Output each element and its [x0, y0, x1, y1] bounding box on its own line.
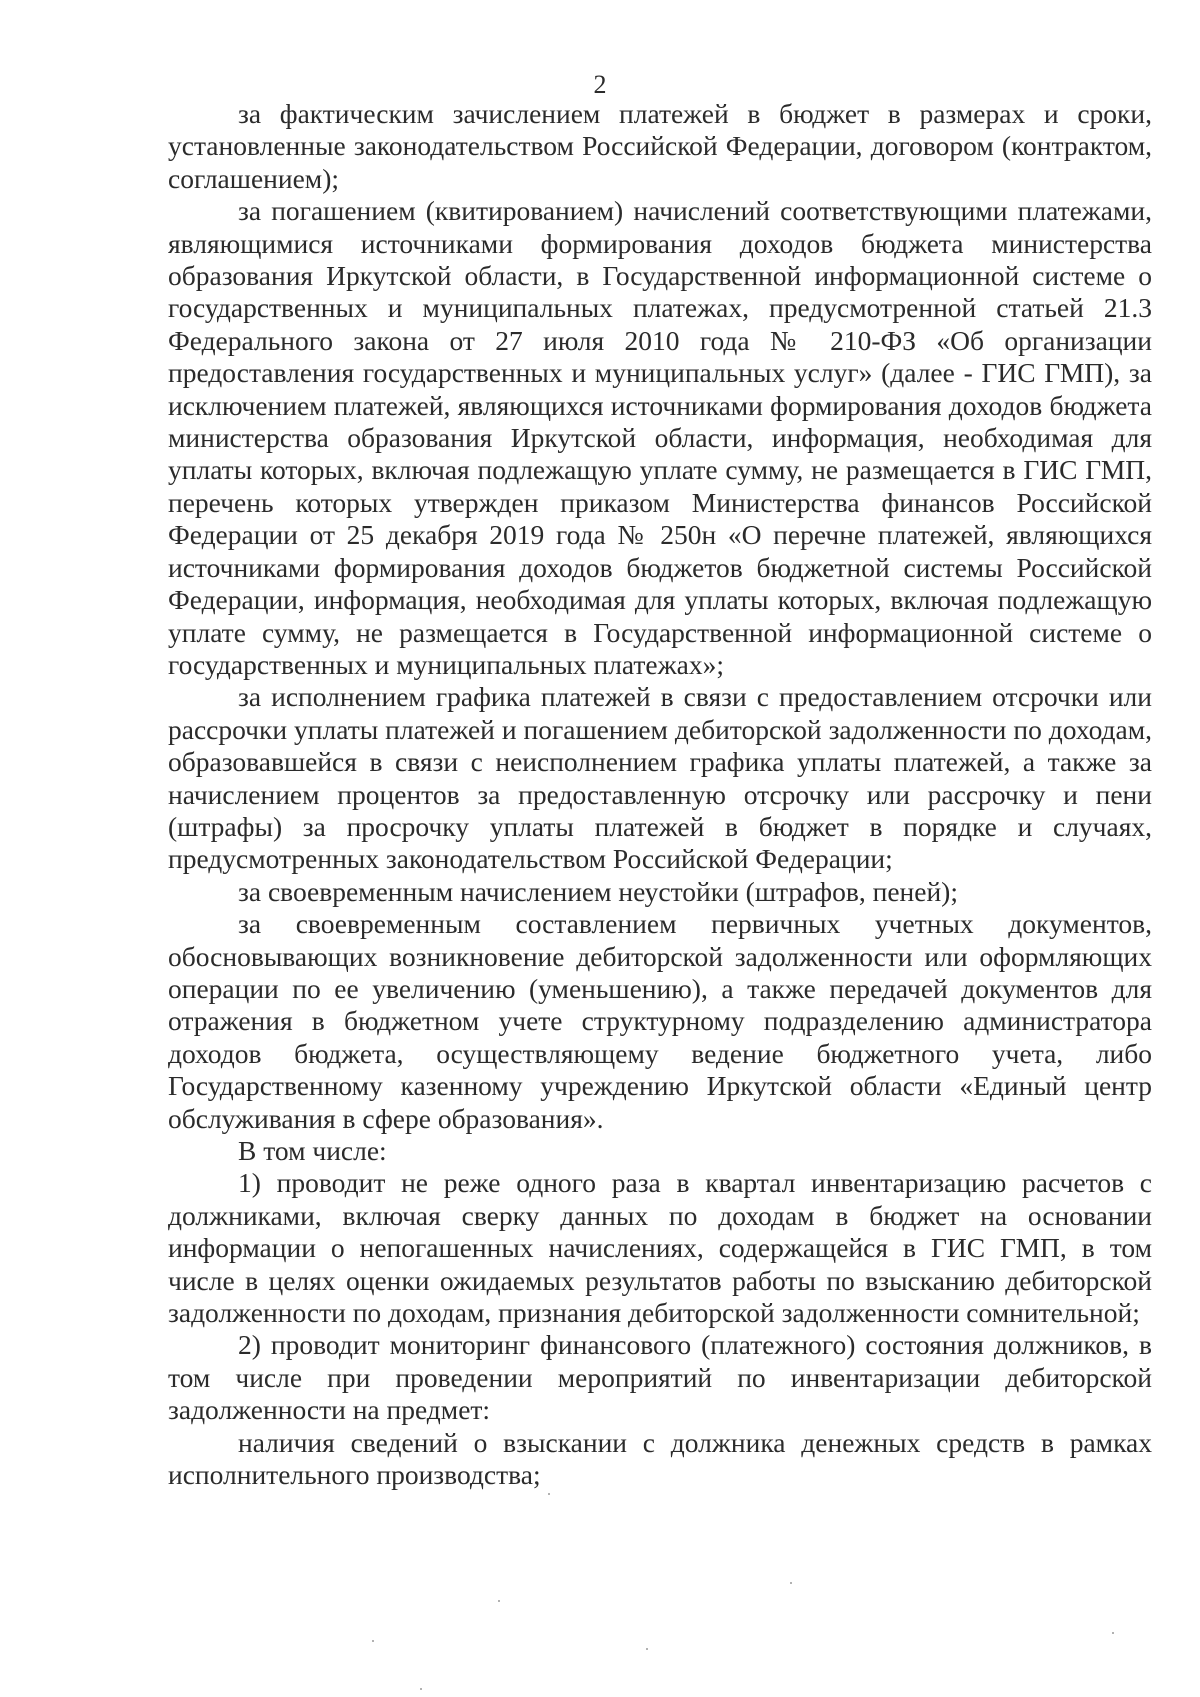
scan-speck	[420, 1688, 422, 1690]
scan-speck	[548, 1493, 550, 1495]
paragraph-item-2-monitoring: 2) проводит мониторинг финансового (платежного) состояния должников, в том числе при проведении мероприятий по инвентаризации дебиторской задолженности на предмет:	[168, 1329, 1152, 1426]
scan-speck	[790, 1582, 792, 1584]
scan-speck	[372, 1640, 374, 1642]
paragraph-reconciliation-gis-gmp: за погашением (квитированием) начислений соответствующими платежами, являющимися источниками формирования доходов бюджета министерства образования Иркутской области, в Государственной информационной системе о государственных и муниципальных платежах, предусмотренной статьей 21.3 Федерального закона от 27 июля 2010 года № 210-ФЗ «Об организации предоставления государственных и муниципальных услуг» (далее - ГИС ГМП), за исключением платежей, являющихся источниками формирования доходов бюджета министерства образования Иркутской области, информация, необходимая для уплаты которых, включая подлежащую уплате сумму, не размещается в ГИС ГМП, перечень которых утвержден приказом Министерства финансов Российской Федерации от 25 декабря 2019 года № 250н «О перечне платежей, являющихся источниками формирования доходов бюджетов бюджетной системы Российской Федерации, информация, необходимая для уплаты которых, включая подлежащую уплате сумму, не размещается в Государственной информационной системе о государственных и муниципальных платежах»;	[168, 195, 1152, 680]
paragraph-enforcement-proceedings: наличия сведений о взыскании с должника денежных средств в рамках исполнительного производства;	[168, 1426, 1152, 1491]
scan-speck	[498, 1600, 500, 1602]
scan-speck	[1112, 1632, 1114, 1634]
scan-speck	[646, 1648, 648, 1650]
paragraph-item-1-inventory: 1) проводит не реже одного раза в квартал инвентаризацию расчетов с должниками, включая сверку данных по доходам в бюджет на основании информации о непогашенных начислениях, содержащейся в ГИС ГМП, в том числе в целях оценки ожидаемых результатов работы по взысканию дебиторской задолженности по доходам, признания дебиторской задолженности сомнительной;	[168, 1167, 1152, 1329]
paragraph-payment-schedule: за исполнением графика платежей в связи с предоставлением отсрочки или рассрочки уплаты платежей и погашением дебиторской задолженности по доходам, образовавшейся в связи с неисполнением графика уплаты платежей, а также за начислением процентов за предоставленную отсрочку или рассрочку и пени (штрафы) за просрочку уплаты платежей в бюджет в порядке и случаях, предусмотренных законодательством Российской Федерации;	[168, 681, 1152, 875]
paragraph-penalty-accrual: за своевременным начислением неустойки (штрафов, пеней);	[238, 875, 958, 907]
paragraph-actual-crediting: за фактическим зачислением платежей в бюджет в размерах и сроки, установленные законодательством Российской Федерации, договором (контрактом, соглашением);	[168, 98, 1152, 194]
paragraph-primary-documents: за своевременным составлением первичных учетных документов, обосновывающих возникновение дебиторской задолженности или оформляющих операции по ее увеличению (уменьшению), а также передачей документов для отражения в бюджетном учете структурному подразделению администратора доходов бюджета, осуществляющему ведение бюджетного учета, либо Государственному казенному учреждению Иркутской области «Единый центр обслуживания в сфере образования».	[168, 908, 1152, 1134]
document-body	[168, 98, 1152, 1491]
page-number: 2	[593, 70, 607, 99]
paragraph-including: В том числе:	[238, 1135, 387, 1166]
